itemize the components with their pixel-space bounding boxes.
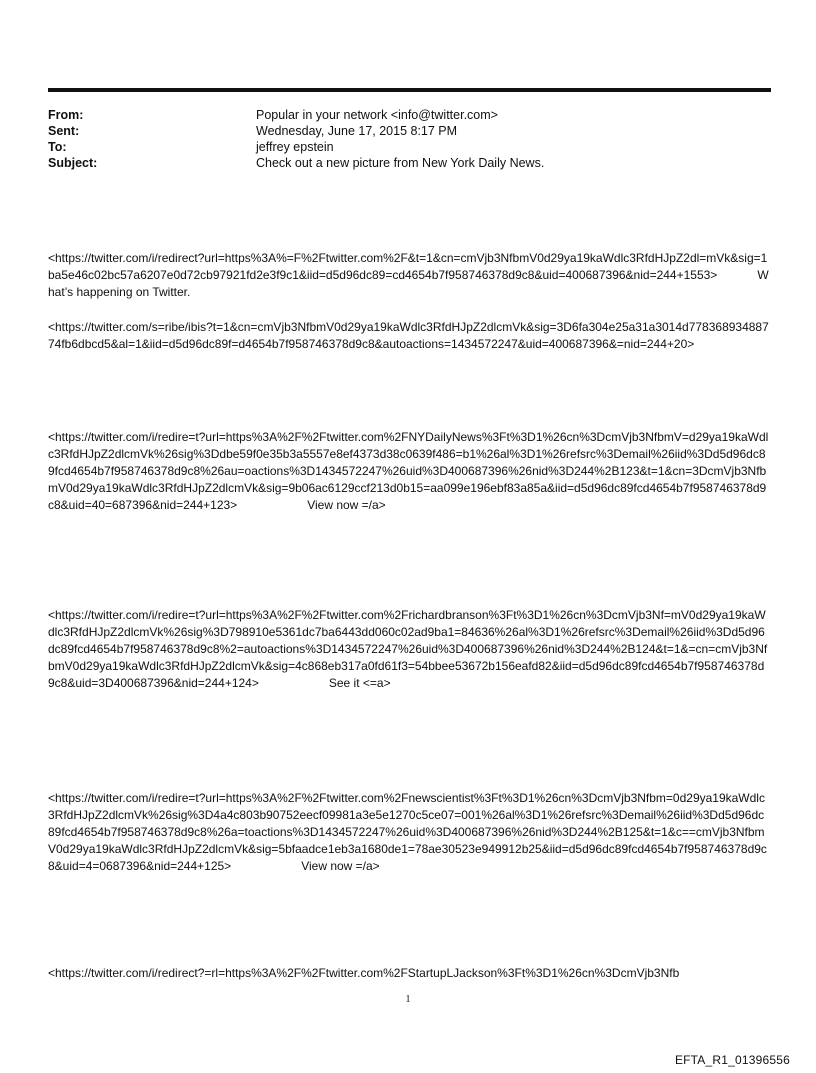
subject-row bbox=[48, 155, 771, 171]
subject-label: Subject: bbox=[48, 156, 98, 170]
from-value: Popular in your network <info@twitter.com> bbox=[256, 108, 498, 122]
to-row bbox=[48, 139, 771, 155]
link-url[interactable]: <https://twitter.com/i/redire=t?url=https%3A%2F%2Ftwitter.com%2FNYDailyNews%3Ft%3D1%26cn%3DcmVjb3NfbmV=d29ya19kaWdlc3RfdHJpZ2dlcmVk%26sig%3Ddbe59f0e35b3a5557e8ef4373d38c0639f486=b1%26al%3D1%26refsrc%3Demail%26iid%3Dd5d96dc89fcd4654b7f958746378d9c8%26au=oactions%3D1434572247%26uid%3D400687396%26nid%3D244%2B123&t=1&cn=3DcmVjb3NfbmV0d29ya19kaWdlc3RfdHJpZ2dlcmVk&sig=9b06ac6129ccf213d0b15=aa099e196ebf83a85a&iid=d5d96dc89fcd4654b7f958746378d9c8&uid=40=687396&nid=244+123> bbox=[48, 430, 769, 512]
link-url[interactable]: <https://twitter.com/i/redirect?=rl=https%3A%2F%2Ftwitter.com%2FStartupLJackson%3Ft%3D1%26cn%3DcmVjb3Nfb bbox=[48, 966, 680, 980]
sent-value: Wednesday, June 17, 2015 8:17 PM bbox=[256, 124, 458, 138]
link-block-4 bbox=[48, 607, 770, 692]
link-block-2 bbox=[48, 319, 770, 353]
bates-stamp: EFTA_R1_01396556 bbox=[674, 1053, 790, 1067]
link-text: View now =/a> bbox=[301, 859, 380, 873]
link-url[interactable]: <https://twitter.com/i/redire=t?url=https%3A%2F%2Ftwitter.com%2Fnewscientist%3Ft%3D1%26cn%3DcmVjb3Nfbm=0d29ya19kaWdlc3RfdHJpZ2dlcmVk%26sig%3D4a4c803b90752eecf09981a3e5e1270c5ce07=001%26al%3D1%26refsrc%3Demail%26iid%3Dd5d96dc89fcd4654b7f958746378d9c8%26a=toactions%3D1434572247%26uid%3D400687396%26nid%3D244%2B125&t=1&c==cmVjb3NfbmV0d29ya19kaWdlc3RfdHJpZ2dlcmVk&sig=5bfaadce1eb3a1680de1=78ae30523e949912b25&iid=d5d96dc89fcd4654b7f958746378d9c8&uid=4=0687396&nid=244+125> bbox=[48, 791, 767, 873]
link-block-3 bbox=[48, 429, 770, 514]
link-url[interactable]: <https://twitter.com/i/redirect?url=https%3A%=F%2Ftwitter.com%2F&t=1&cn=cmVjb3NfbmV0d29ya19kaWdlc3RfdHJpZ2dl=mVk&sig=1ba5e46c02bc57a6207e0d72cb97921fd2e3f9c1&iid=d5d96dc89=cd4654b7f958746378d9c8&uid=400687396&nid=244+1553> bbox=[48, 251, 768, 282]
link-url[interactable]: <https://twitter.com/i/redire=t?url=https%3A%2F%2Ftwitter.com%2Frichardbranson%3Ft%3D1%26cn%3DcmVjb3Nf=mV0d29ya19kaWdlc3RfdHJpZ2dlcmVk%26sig%3D798910e5361dc7ba6443dd060c02ad9ba1=84636%26al%3D1%26refsrc%3Demail%26iid%3Dd5d96dc89fcd4654b7f958746378d9c8%2=autoactions%3D1434572247%26uid%3D400687396%26nid%3D244%2B124&t=1&=cn=cmVjb3NfbmV0d29ya19kaWdlc3RfdHJpZ2dlcmVk&sig=4c868eb317a0fd61f3=54bbee53672b156eafd82&iid=d5d96dc89fcd4654b7f958746378d9c8&uid=3D400687396&nid=244+124> bbox=[48, 608, 768, 690]
link-text: See it <=a> bbox=[328, 676, 391, 690]
link-text: View now =/a> bbox=[307, 498, 386, 512]
link-text: What’s happening on Twitter. bbox=[48, 268, 769, 299]
link-url[interactable]: <https://twitter.com/s=ribe/ibis?t=1&cn=cmVjb3NfbmV0d29ya19kaWdlc3RfdHJpZ2dlcmVk&sig=3D6fa304e25a31a3014d77836893488774fb6dbcd5&al=1&iid=d5d96dc89f=d4654b7f958746378d9c8&autoactions=1434572247&uid=400687396&=nid=244+20> bbox=[48, 320, 769, 351]
link-block-6 bbox=[48, 965, 770, 982]
from-row bbox=[48, 107, 771, 123]
page-number: 1 bbox=[405, 994, 411, 1005]
subject-value: Check out a new picture from New York Daily News. bbox=[256, 156, 545, 170]
header-rule bbox=[48, 88, 771, 92]
to-value: jeffrey epstein bbox=[256, 140, 334, 154]
from-label: From: bbox=[48, 108, 84, 122]
link-block-5 bbox=[48, 790, 770, 875]
sent-label: Sent: bbox=[48, 124, 80, 138]
link-block-1 bbox=[48, 250, 770, 301]
email-header bbox=[48, 107, 771, 171]
to-label: To: bbox=[48, 140, 67, 154]
sent-row bbox=[48, 123, 771, 139]
